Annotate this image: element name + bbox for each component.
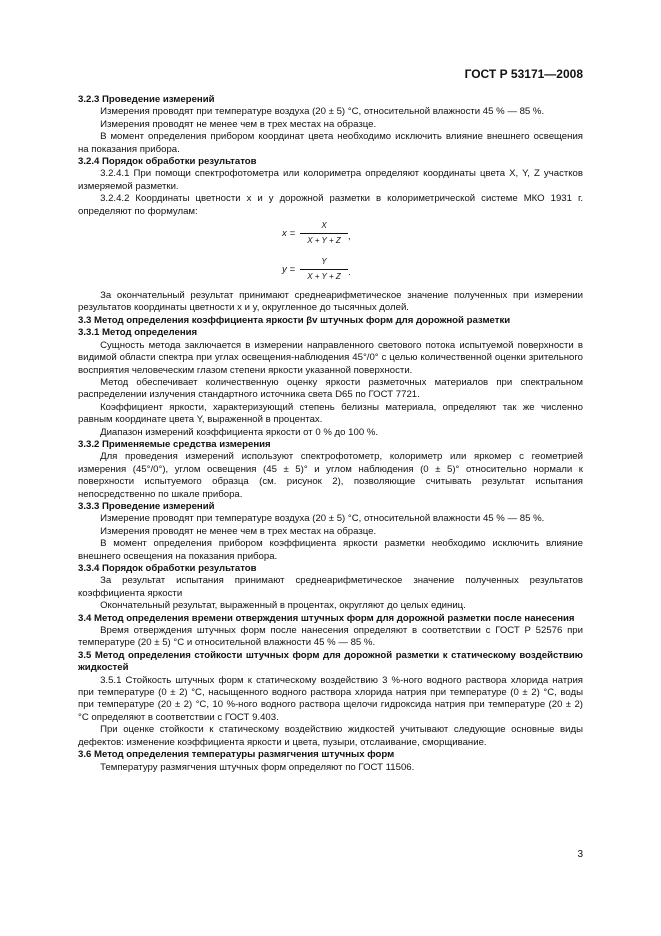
section-heading-3-4: 3.4 Метод определения времени отверждения штучных форм для дорожной разметки после нанесения	[78, 612, 575, 624]
formula-y-denominator: X + Y + Z	[307, 272, 341, 282]
paragraph: В момент определения прибором координат цвета необходимо исключить влияние внешнего освещения на показания прибора.	[78, 131, 583, 155]
paragraph: Метод обеспечивает количественную оценку яркости разметочных материалов при спектральном распределении излучения стандартного источника света D65 по ГОСТ 7721.	[78, 376, 583, 401]
paragraph: За результат испытания принимают среднеарифметическое значение полученных результатов коэффициента яркости	[78, 575, 583, 599]
paragraph: Сущность метода заключается в измерении направленного светового потока испытуемой поверхности в видимой области спектра при углах освещения-наблюдения 45°/0° с целью количественной оценки зрительного восприятия человеческим глазом степени яркости указанной поверхности.	[78, 339, 583, 376]
paragraph: 3.2.4.2 Координаты цветности x и y дорожной разметки в колориметрической системе МКО 1931 г. определяют по формулам:	[78, 193, 583, 217]
section-heading-3-5: 3.5 Метод определения стойкости штучных форм для дорожной разметки к статическому воздействию жидкостей	[78, 649, 583, 674]
paragraph: 3.2.4.1 При помощи спектрофотометра или колориметра определяют координаты цвета X, Y, Z участков измеряемой разметки.	[78, 168, 583, 192]
section-heading-3-3-1: 3.3.1 Метод определения	[78, 327, 198, 339]
section-heading-3-2-4: 3.2.4 Порядок обработки результатов	[78, 156, 257, 168]
document-header: ГОСТ Р 53171—2008	[464, 67, 583, 81]
paragraph: Диапазон измерений коэффициента яркости от 0 % до 100 %.	[100, 426, 379, 438]
paragraph: Время отверждения штучных форм после нанесения определяют в соответствии с ГОСТ Р 52576 при температуре (20 ± 5) °С и относительной влажности 45 % — 85 %.	[78, 625, 583, 649]
formula-x-denominator: X + Y + Z	[307, 236, 341, 246]
paragraph: Окончательный результат, выраженный в процентах, округляют до целых единиц.	[100, 600, 466, 612]
paragraph: Измерение проводят при температуре воздуха (20 ± 5) °С, относительной влажности 45 % — 85 %.	[100, 513, 545, 525]
paragraph: При оценке стойкости к статическому воздействию жидкостей учитывают следующие основные виды дефектов: изменение коэффициента яркости и цвета, пузыри, отслаивание, сморщивание.	[78, 724, 583, 748]
section-heading-3-3: 3.3 Метод определения коэффициента яркости βv штучных форм для дорожной разметки	[78, 314, 511, 326]
paragraph: Измерения проводят не менее чем в трех местах на образце.	[100, 118, 377, 130]
section-heading-3-3-2: 3.3.2 Применяемые средства измерения	[78, 438, 271, 450]
paragraph: 3.5.1 Стойкость штучных форм к статическому воздействию 3 %-ного водного раствора хлорида натрия при температуре (0 ± 2) °С, насыщенного водного раствора хлорида натрия при температуре (0 ± 2) °С, воды при температуре (20 ± 2) °С, 10 %-ного водного раствора щелочи гидроксида натрия при температуре (20 ± 2) °С определяют в соответствии с ГОСТ 9.403.	[78, 674, 583, 723]
paragraph: В момент определения прибором коэффициента яркости разметки необходимо исключить влияние внешнего освещения на показания прибора.	[78, 538, 583, 562]
section-heading-3-2-3: 3.2.3 Проведение измерений	[78, 94, 215, 105]
paragraph: Температуру размягчения штучных форм определяют по ГОСТ 11506.	[100, 761, 415, 773]
paragraph: Коэффициент яркости, характеризующий степень белизны материала, определяют так же численно равным координате цвета Y, выраженной в процентах.	[78, 401, 583, 426]
paragraph: Измерения проводят не менее чем в трех местах на образце.	[100, 525, 377, 537]
formula-y-numerator: Y	[300, 256, 348, 270]
section-heading-3-3-4: 3.3.4 Порядок обработки результатов	[78, 563, 257, 574]
formula-x-fraction	[300, 220, 348, 248]
formula-x-end: ,	[348, 231, 351, 243]
page-number: 3	[577, 849, 583, 860]
formula-x-numerator: X	[300, 220, 348, 234]
paragraph: Измерения проводят при температуре воздуха (20 ± 5) °С, относительной влажности 45 % — 85 %.	[100, 106, 545, 118]
formula-x	[78, 218, 583, 254]
section-heading-3-3-3: 3.3.3 Проведение измерений	[78, 500, 215, 512]
formula-y-fraction	[300, 256, 348, 284]
paragraph: Для проведения измерений используют спектрофотометр, колориметр или яркомер с геометрией измерения (45°/0°), углом освещения (45 ± 5)° и углом наблюдения (0 ± 5)° относительно нормали к поверхности испытуемого образца (см. рисунок 2), позволяющие считывать результат испытания непосредственно по шкале прибора.	[78, 451, 583, 500]
formula-y	[78, 254, 583, 290]
paragraph: За окончательный результат принимают среднеарифметическое значение полученных при измерении результатов координаты цветности x и y, округленное до тысячных долей.	[78, 290, 583, 314]
section-heading-3-6: 3.6 Метод определения температуры размягчения штучных форм	[78, 749, 395, 761]
formula-x-lhs: x =	[282, 228, 296, 240]
formula-y-end: .	[348, 267, 351, 279]
document-body	[78, 94, 583, 774]
formula-y-lhs: y =	[282, 264, 296, 276]
